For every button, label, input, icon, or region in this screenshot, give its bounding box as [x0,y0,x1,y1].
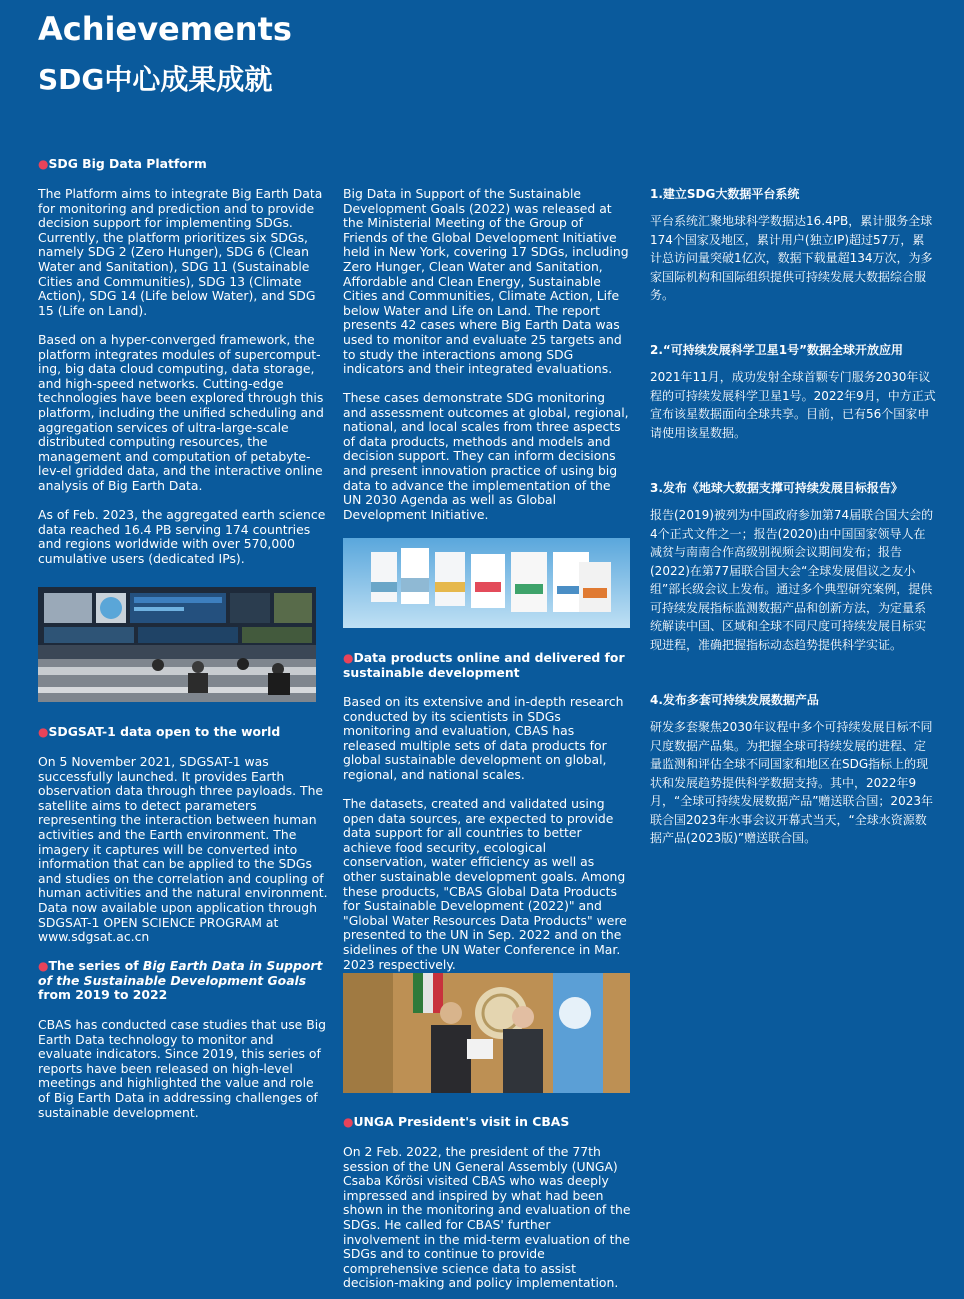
cn-heading-3: 3.发布《地球大数据支撑可持续发展目标报告》 [650,481,903,495]
bullet-dot-icon: ● [343,651,354,665]
paragraph: The Platform aims to integrate Big Earth Data for monitoring and prediction and to provide decision support for implementing SDGs. Currently, the platform prioritizes six SDGs, namely SDG 2 (Zero Hunger), SDG 6 (Clean Water and Sanitation), SDG 11 (Sustainable Cities and Communities), SDG 13 (Climate Action), SDG 14 (Life below Water), and SDG 15 (Life on Land). [38,186,323,318]
paragraph: As of Feb. 2023, the aggregated earth science data reached 16.4 PB serving 174 countries and regions worldwide with over 570,000 cumulative users (dedicated IPs). [38,507,326,566]
bullet-dot-icon: ● [38,157,49,171]
page-title: Achievements [38,10,292,48]
cn-paragraph: 2021年11月，成功发射全球首颗专门服务2030年议程的可持续发展科学卫星1号。2022年9月，中方正式宣布该星数据面向全球共享。目前，已有56个国家申请使用该星数据。 [650,370,936,440]
section-heading-unga: ●UNGA President's visit in CBAS [343,1114,570,1129]
cn-heading-2: 2.“可持续发展科学卫星1号”数据全球开放应用 [650,343,904,357]
cn-heading-1: 1.建立SDG大数据平台系统 [650,187,800,201]
paragraph: CBAS has conducted case studies that use Big Earth Data technology to monitor and evaluate indicators. Since 2019, this series of reports have been released on high-level meetings and highlighted the value and role of Big Earth Data in addressing challenges of sustainable development. [38,1017,327,1120]
page-title-chinese: SDG中心成果成就 [38,63,273,96]
paragraph: On 5 November 2021, SDGSAT-1 was successfully launched. It provides Earth observation data through three payloads. The satellite aims to detect parameters representing the interaction between human activities and the Earth environment. The imagery it captures will be converted into information that can be applied to the SDGs and studies on the correlation and coupling of human activities and the natural environment. [38,754,328,901]
paragraph: The datasets, created and validated using open data sources, are expected to provide data support for all countries to better achieve food security, ecological conservation, water efficiency as well as other sustainable development goals. Among these products, "CBAS Global Data Products for Sustainable Development (2022)" and "Global Water Resources Data Products" were presented to the UN in Sep. 2022 and on the sidelines of the UN Water Conference in Mar. 2023 respectively. [343,796,627,972]
cn-paragraph: 研发多套聚焦2030年议程中多个可持续发展目标不同尺度数据产品集。为把握全球可持续发展的进程、定量监测和评估全球不同国家和地区在SDG指标上的现状和发展趋势提供科学数据支持。其中，2022年9月，“全球可持续发展数据产品”赠送联合国；2023年联合国2023年水事会议开幕式当天，“全球水资源数据产品(2023版)”赠送联合国。 [650,720,933,845]
paragraph: These cases demonstrate SDG monitoring and assessment outcomes at global, regional, national, and local scales from three aspects of data products, methods and models and decision support. They can inform decisions and present innovation practice of using big data to advance the implementation of the UN 2030 Agenda as well as Global Development Initiative. [343,390,629,522]
bullet-dot-icon: ● [38,725,49,739]
control-room-photo [38,587,316,702]
section-heading-report-series: ●The series of Big Earth Data in Support of the Sustainable Development Goals from 2019 to 2022 [38,958,323,1003]
paragraph: Based on its extensive and in-depth research conducted by its scientists in SDGs monitoring and evaluation, CBAS has released multiple sets of data products for global sustainable development on global, regional, and national scales. [343,694,624,782]
unga-visit-photo [343,973,630,1093]
reports-photo [343,538,630,628]
paragraph: Big Data in Support of the Sustainable Development Goals (2022) was released at the Ministerial Meeting of the Group of Friends of the Global Development Initiative held in New York, covering 17 SDGs, including Zero Hunger, Clean Water and Sanitation, Affordable and Clean Energy, Sustainable Cities and Communities, Climate Action, Life below Water and Life on Land. The report presents 42 cases where Big Earth Data was used to monitor and evaluate 25 targets and to study the interactions among SDG indicators and their integrated evaluations. [343,186,629,377]
section-heading-sdgsat: ●SDGSAT-1 data open to the world [38,724,281,739]
paragraph: Based on a hyper-converged framework, the platform integrates modules of supercomput-ing, big data cloud computing, data storage, and high-speed networks. Cutting-edge technologies have been explored through this platform, including the unified scheduling and aggregation services of ultra-large-scale distributed computing resources, the management and computation of petabyte-lev-el gridded data, and the interactive online analysis of Big Earth Data. [38,332,324,493]
paragraph: Data now available upon application through SDGSAT-1 OPEN SCIENCE PROGRAM at www.sdgsat.ac.cn [38,900,317,945]
bullet-dot-icon: ● [343,1115,354,1129]
section-heading-data-products: ●Data products online and delivered for sustainable development [343,650,625,680]
cn-heading-4: 4.发布多套可持续发展数据产品 [650,693,819,707]
section-heading-platform: ●SDG Big Data Platform [38,156,207,171]
paragraph: On 2 Feb. 2022, the president of the 77th session of the UN General Assembly (UNGA) Csaba Kőrösi visited CBAS who was deeply impressed and inspired by what had been shown in the monitoring and evaluation of the SDGs. He called for CBAS' further involvement in the mid-term evaluation of the SDGs and to continue to provide comprehensive science data to assist decision-making and policy implementation. [343,1144,631,1291]
bullet-dot-icon: ● [38,959,49,973]
cn-paragraph: 报告(2019)被列为中国政府参加第74届联合国大会的4个正式文件之一；报告(2020)由中国国家领导人在减贫与南南合作高级别视频会议期间发布；报告(2022)在第77届联合国大会“全球发展倡议之友小组”部长级会议上发布。通过多个典型研究案例，提供可持续发展指标监测数据产品和创新方法，为定量系统解读中国、区域和全球不同尺度可持续发展目标实现进程，准确把握指标动态趋势提供科学实证。 [650,508,934,652]
cn-paragraph: 平台系统汇聚地球科学数据达16.4PB，累计服务全球174个国家及地区，累计用户(独立IP)超过57万，累计总访问量突破1亿次，数据下载量超134万次，为多家国际机构和国际组织提供可持续发展大数据综合服务。 [650,214,933,302]
